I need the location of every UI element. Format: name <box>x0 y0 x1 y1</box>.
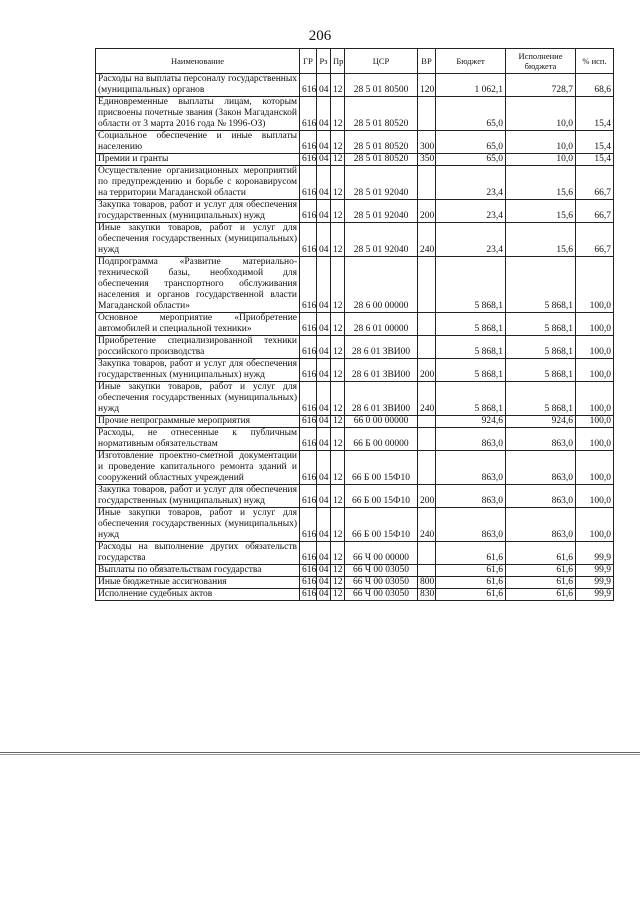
cell-csr: 28 5 01 80500 <box>345 74 418 97</box>
table-row <box>96 97 614 131</box>
cell-pr: 12 <box>331 131 345 154</box>
cell-budget: 5 868,1 <box>436 359 506 382</box>
cell-rz: 04 <box>317 166 331 200</box>
header-csr: ЦСР <box>345 49 418 74</box>
cell-budget: 61,6 <box>436 542 506 565</box>
cell-pct: 15,4 <box>576 97 614 131</box>
cell-rz: 04 <box>317 336 331 359</box>
cell-name: Единовременные выплаты лицам, которым присвоены почетные звания (Закон Магаданской области от 3 марта 2016 года № 1996-ОЗ) <box>96 97 300 131</box>
cell-csr: 28 6 01 ЗВИ00 <box>345 382 418 416</box>
cell-rz: 04 <box>317 359 331 382</box>
cell-pct: 68,6 <box>576 74 614 97</box>
cell-pct: 66,7 <box>576 223 614 257</box>
table-row <box>96 485 614 508</box>
cell-gr: 616 <box>300 131 317 154</box>
cell-vr: 830 <box>418 589 436 601</box>
cell-gr: 616 <box>300 565 317 577</box>
cell-pr: 12 <box>331 451 345 485</box>
cell-gr: 616 <box>300 451 317 485</box>
cell-vr <box>418 257 436 313</box>
cell-budget: 5 868,1 <box>436 382 506 416</box>
cell-pct: 100,0 <box>576 508 614 542</box>
cell-budget: 863,0 <box>436 428 506 451</box>
cell-execution: 10,0 <box>506 154 576 166</box>
cell-vr: 800 <box>418 577 436 589</box>
cell-csr: 66 Ч 00 03050 <box>345 589 418 601</box>
cell-execution: 61,6 <box>506 542 576 565</box>
cell-name: Приобретение специализированной техники российского производства <box>96 336 300 359</box>
table-row <box>96 257 614 313</box>
cell-csr: 28 5 01 80520 <box>345 97 418 131</box>
cell-vr: 120 <box>418 74 436 97</box>
cell-pr: 12 <box>331 257 345 313</box>
header-execution: Исполнение бюджета <box>506 49 576 74</box>
cell-gr: 616 <box>300 542 317 565</box>
cell-budget: 23,4 <box>436 166 506 200</box>
cell-budget: 1 062,1 <box>436 74 506 97</box>
cell-pr: 12 <box>331 542 345 565</box>
cell-csr: 66 Ч 00 03050 <box>345 565 418 577</box>
cell-vr <box>418 336 436 359</box>
cell-vr: 200 <box>418 485 436 508</box>
cell-pr: 12 <box>331 336 345 359</box>
table-row <box>96 577 614 589</box>
cell-execution: 15,6 <box>506 223 576 257</box>
cell-name: Закупка товаров, работ и услуг для обеспечения государственных (муниципальных) нужд <box>96 359 300 382</box>
cell-vr <box>418 166 436 200</box>
cell-name: Иные закупки товаров, работ и услуг для обеспечения государственных (муниципальных) нужд <box>96 508 300 542</box>
cell-pr: 12 <box>331 154 345 166</box>
cell-rz: 04 <box>317 97 331 131</box>
cell-execution: 5 868,1 <box>506 382 576 416</box>
cell-rz: 04 <box>317 416 331 428</box>
cell-execution: 863,0 <box>506 485 576 508</box>
cell-gr: 616 <box>300 382 317 416</box>
cell-csr: 28 6 00 00000 <box>345 257 418 313</box>
cell-pr: 12 <box>331 382 345 416</box>
cell-rz: 04 <box>317 577 331 589</box>
cell-execution: 61,6 <box>506 565 576 577</box>
cell-csr: 28 5 01 80520 <box>345 131 418 154</box>
cell-vr <box>418 542 436 565</box>
cell-name: Закупка товаров, работ и услуг для обеспечения государственных (муниципальных) нужд <box>96 200 300 223</box>
cell-gr: 616 <box>300 154 317 166</box>
table-row <box>96 382 614 416</box>
cell-pct: 99,9 <box>576 542 614 565</box>
cell-csr: 66 Б 00 15Ф10 <box>345 451 418 485</box>
cell-budget: 924,6 <box>436 416 506 428</box>
cell-budget: 61,6 <box>436 589 506 601</box>
cell-csr: 28 5 01 80520 <box>345 154 418 166</box>
cell-rz: 04 <box>317 154 331 166</box>
cell-pr: 12 <box>331 200 345 223</box>
cell-pr: 12 <box>331 74 345 97</box>
cell-budget: 5 868,1 <box>436 313 506 336</box>
cell-vr <box>418 97 436 131</box>
cell-csr: 66 Б 00 00000 <box>345 428 418 451</box>
cell-pct: 66,7 <box>576 166 614 200</box>
table-row <box>96 74 614 97</box>
table-row <box>96 336 614 359</box>
cell-pct: 100,0 <box>576 257 614 313</box>
cell-csr: 28 5 01 92040 <box>345 200 418 223</box>
cell-pct: 66,7 <box>576 200 614 223</box>
cell-execution: 15,6 <box>506 166 576 200</box>
cell-pct: 100,0 <box>576 382 614 416</box>
table-row <box>96 428 614 451</box>
cell-execution: 863,0 <box>506 428 576 451</box>
cell-name: Расходы, не отнесенные к публичным нормативным обязательствам <box>96 428 300 451</box>
cell-name: Прочие непрограммные мероприятия <box>96 416 300 428</box>
cell-pct: 99,9 <box>576 577 614 589</box>
cell-execution: 5 868,1 <box>506 359 576 382</box>
cell-pr: 12 <box>331 428 345 451</box>
header-pr: Пр <box>331 49 345 74</box>
cell-pr: 12 <box>331 166 345 200</box>
cell-name: Расходы на выполнение других обязательств государства <box>96 542 300 565</box>
cell-pct: 100,0 <box>576 336 614 359</box>
cell-gr: 616 <box>300 97 317 131</box>
cell-gr: 616 <box>300 200 317 223</box>
cell-gr: 616 <box>300 74 317 97</box>
cell-pr: 12 <box>331 416 345 428</box>
cell-vr: 350 <box>418 154 436 166</box>
cell-gr: 616 <box>300 257 317 313</box>
cell-name: Закупка товаров, работ и услуг для обеспечения государственных (муниципальных) нужд <box>96 485 300 508</box>
cell-execution: 863,0 <box>506 451 576 485</box>
cell-rz: 04 <box>317 382 331 416</box>
header-gr: ГР <box>300 49 317 74</box>
cell-gr: 616 <box>300 359 317 382</box>
cell-name: Премии и гранты <box>96 154 300 166</box>
cell-execution: 10,0 <box>506 97 576 131</box>
cell-budget: 5 868,1 <box>436 336 506 359</box>
cell-name: Иные закупки товаров, работ и услуг для обеспечения государственных (муниципальных) нужд <box>96 382 300 416</box>
cell-pct: 99,9 <box>576 589 614 601</box>
cell-gr: 616 <box>300 589 317 601</box>
cell-gr: 616 <box>300 416 317 428</box>
cell-rz: 04 <box>317 542 331 565</box>
table-row <box>96 313 614 336</box>
cell-rz: 04 <box>317 451 331 485</box>
cell-vr: 200 <box>418 359 436 382</box>
cell-pct: 100,0 <box>576 428 614 451</box>
cell-pct: 15,4 <box>576 131 614 154</box>
cell-name: Иные закупки товаров, работ и услуг для обеспечения государственных (муниципальных) нужд <box>96 223 300 257</box>
cell-execution: 863,0 <box>506 508 576 542</box>
table-row <box>96 589 614 601</box>
cell-name: Расходы на выплаты персоналу государственных (муниципальных) органов <box>96 74 300 97</box>
cell-pct: 100,0 <box>576 485 614 508</box>
header-row <box>96 49 614 74</box>
cell-pr: 12 <box>331 223 345 257</box>
cell-rz: 04 <box>317 257 331 313</box>
cell-name: Изготовление проектно-сметной документации и проведение капитального ремонта зданий и сооружений областных учреждений <box>96 451 300 485</box>
cell-gr: 616 <box>300 336 317 359</box>
cell-execution: 61,6 <box>506 577 576 589</box>
cell-execution: 5 868,1 <box>506 313 576 336</box>
cell-vr <box>418 416 436 428</box>
cell-vr: 240 <box>418 508 436 542</box>
footer-rule-secondary <box>0 754 640 755</box>
cell-budget: 863,0 <box>436 508 506 542</box>
cell-vr <box>418 565 436 577</box>
cell-rz: 04 <box>317 565 331 577</box>
cell-gr: 616 <box>300 428 317 451</box>
cell-budget: 61,6 <box>436 565 506 577</box>
cell-rz: 04 <box>317 74 331 97</box>
cell-vr <box>418 428 436 451</box>
cell-execution: 10,0 <box>506 131 576 154</box>
table-row <box>96 416 614 428</box>
cell-budget: 65,0 <box>436 154 506 166</box>
cell-csr: 28 5 01 92040 <box>345 166 418 200</box>
cell-name: Социальное обеспечение и иные выплаты населению <box>96 131 300 154</box>
cell-csr: 66 Ч 00 03050 <box>345 577 418 589</box>
cell-pr: 12 <box>331 485 345 508</box>
cell-vr: 240 <box>418 223 436 257</box>
page-number: 206 <box>308 28 332 44</box>
cell-budget: 23,4 <box>436 223 506 257</box>
cell-vr <box>418 451 436 485</box>
cell-pr: 12 <box>331 313 345 336</box>
cell-rz: 04 <box>317 313 331 336</box>
cell-budget: 23,4 <box>436 200 506 223</box>
cell-pct: 99,9 <box>576 565 614 577</box>
cell-vr: 300 <box>418 131 436 154</box>
cell-rz: 04 <box>317 223 331 257</box>
cell-pct: 15,4 <box>576 154 614 166</box>
cell-pct: 100,0 <box>576 416 614 428</box>
table-row <box>96 131 614 154</box>
cell-gr: 616 <box>300 166 317 200</box>
cell-budget: 65,0 <box>436 131 506 154</box>
cell-execution: 728,7 <box>506 74 576 97</box>
cell-gr: 616 <box>300 577 317 589</box>
cell-rz: 04 <box>317 508 331 542</box>
budget-table <box>95 48 614 601</box>
cell-pr: 12 <box>331 589 345 601</box>
cell-pr: 12 <box>331 359 345 382</box>
cell-gr: 616 <box>300 313 317 336</box>
cell-vr <box>418 313 436 336</box>
cell-name: Иные бюджетные ассигнования <box>96 577 300 589</box>
cell-pr: 12 <box>331 577 345 589</box>
table-row <box>96 359 614 382</box>
cell-pct: 100,0 <box>576 359 614 382</box>
cell-budget: 863,0 <box>436 451 506 485</box>
cell-gr: 616 <box>300 508 317 542</box>
header-rz: Рз <box>317 49 331 74</box>
cell-budget: 65,0 <box>436 97 506 131</box>
cell-name: Исполнение судебных актов <box>96 589 300 601</box>
cell-gr: 616 <box>300 485 317 508</box>
cell-csr: 66 Б 00 15Ф10 <box>345 508 418 542</box>
cell-vr: 240 <box>418 382 436 416</box>
cell-csr: 66 Ч 00 00000 <box>345 542 418 565</box>
cell-budget: 61,6 <box>436 577 506 589</box>
cell-name: Подпрограмма «Развитие материально-технической базы, необходимой для обеспечения транспортного обслуживания населения и органов государственной власти Магаданской области» <box>96 257 300 313</box>
cell-pr: 12 <box>331 565 345 577</box>
cell-rz: 04 <box>317 200 331 223</box>
cell-execution: 924,6 <box>506 416 576 428</box>
cell-execution: 61,6 <box>506 589 576 601</box>
cell-vr: 200 <box>418 200 436 223</box>
cell-csr: 66 0 00 00000 <box>345 416 418 428</box>
table-row <box>96 223 614 257</box>
cell-execution: 5 868,1 <box>506 336 576 359</box>
cell-csr: 66 Б 00 15Ф10 <box>345 485 418 508</box>
cell-rz: 04 <box>317 485 331 508</box>
cell-rz: 04 <box>317 589 331 601</box>
cell-budget: 5 868,1 <box>436 257 506 313</box>
cell-csr: 28 5 01 92040 <box>345 223 418 257</box>
cell-name: Основное мероприятие «Приобретение автомобилей и специальной техники» <box>96 313 300 336</box>
cell-rz: 04 <box>317 131 331 154</box>
cell-pct: 100,0 <box>576 451 614 485</box>
table-row <box>96 508 614 542</box>
cell-execution: 5 868,1 <box>506 257 576 313</box>
cell-pr: 12 <box>331 508 345 542</box>
table-row <box>96 542 614 565</box>
header-vr: ВР <box>418 49 436 74</box>
table-row <box>96 565 614 577</box>
table-header <box>96 49 614 74</box>
header-pct: % исп. <box>576 49 614 74</box>
footer-rule <box>0 752 640 753</box>
table-row <box>96 200 614 223</box>
cell-csr: 28 6 01 ЗВИ00 <box>345 359 418 382</box>
cell-rz: 04 <box>317 428 331 451</box>
cell-pr: 12 <box>331 97 345 131</box>
cell-csr: 28 6 01 ЗВИ00 <box>345 336 418 359</box>
header-name: Наименование <box>96 49 300 74</box>
header-budget: Бюджет <box>436 49 506 74</box>
table-row <box>96 451 614 485</box>
cell-execution: 15,6 <box>506 200 576 223</box>
cell-budget: 863,0 <box>436 485 506 508</box>
table-body <box>96 74 614 601</box>
cell-csr: 28 6 01 00000 <box>345 313 418 336</box>
table-row <box>96 166 614 200</box>
cell-gr: 616 <box>300 223 317 257</box>
cell-name: Осуществление организационных мероприятий по предупреждению и борьбе с коронавирусом на территории Магаданской области <box>96 166 300 200</box>
cell-pct: 100,0 <box>576 313 614 336</box>
table-row <box>96 154 614 166</box>
cell-name: Выплаты по обязательствам государства <box>96 565 300 577</box>
